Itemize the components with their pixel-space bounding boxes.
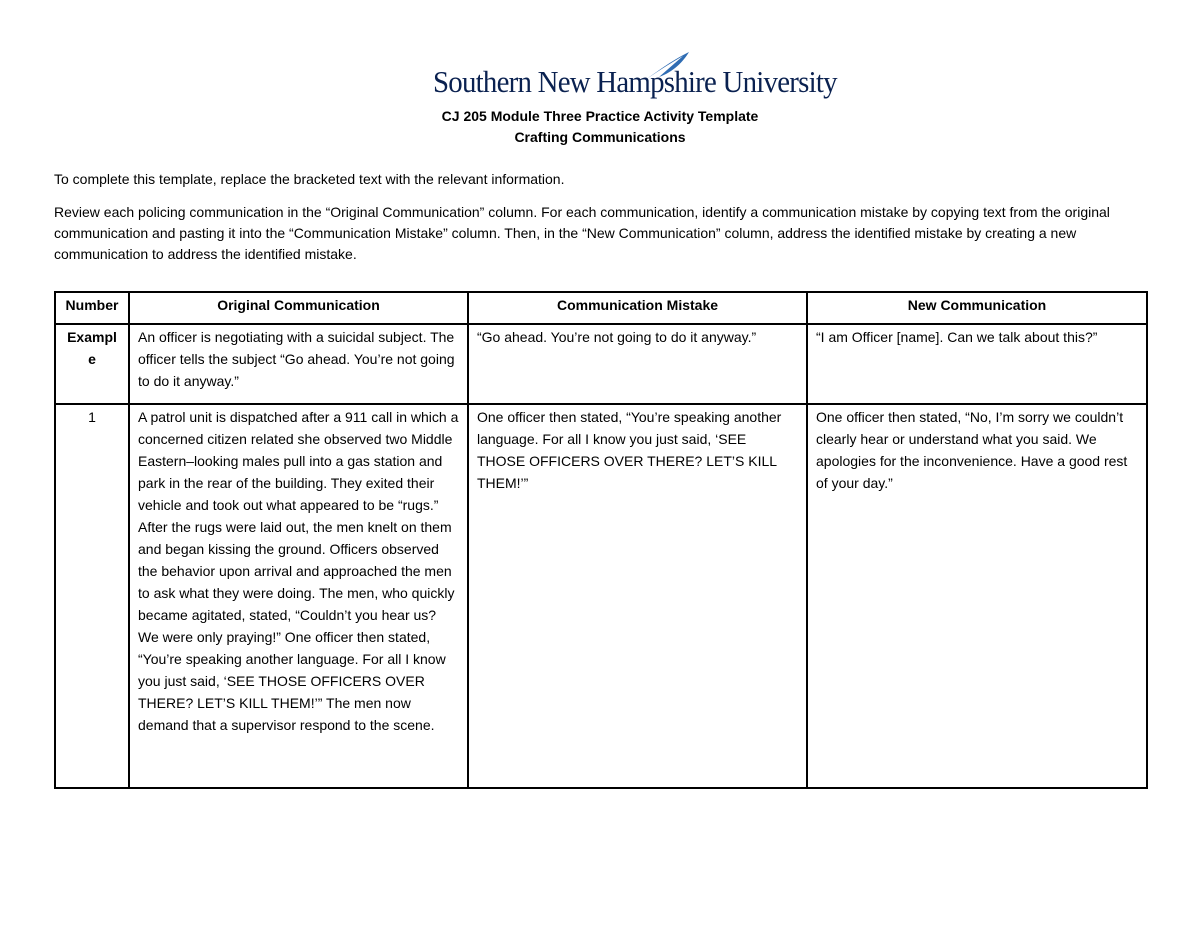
communication-mistake-cell[interactable]: One officer then stated, “You’re speaking another language. For all I know you just said, ‘SEE THOSE OFFICERS OVER THERE? LET’S KILL THEM!’” [468, 404, 807, 788]
document-title-block [0, 106, 1200, 148]
row-number: 1 [55, 404, 129, 788]
instruction-template-note: To complete this template, replace the bracketed text with the relevant information. [54, 171, 565, 187]
document-subtitle: Crafting Communications [514, 129, 686, 145]
header-number: Number [55, 292, 129, 324]
communications-table [54, 291, 1148, 789]
table-row [55, 404, 1147, 788]
university-logo [433, 50, 837, 108]
original-communication-cell[interactable]: A patrol unit is dispatched after a 911 call in which a concerned citizen related she observed two Middle Eastern–looking males pull into a gas station and park in the rear of the building. They exited their vehicle and took out what appeared to be “rugs.” After the rugs were laid out, the men knelt on them and began kissing the ground. Officers observed the behavior upon arrival and approached the men to ask what they were doing. The men, who quickly became agitated, stated, “Couldn’t you hear us? We were only praying!” One officer then stated, “You’re speaking another language. For all I know you just said, ‘SEE THOSE OFFICERS OVER THERE? LET’S KILL THEM!’” The men now demand that a supervisor respond to the scene. [129, 404, 468, 788]
instruction-review-note: Review each policing communication in the “Original Communication” column. For each communication, identify a communication mistake by copying text from the original communication and pasting it into the “Communication Mistake” column. Then, in the “New Communication” column, address the identified mistake by creating a new communication to address the identified mistake. [54, 204, 1110, 262]
original-communication-cell[interactable]: An officer is negotiating with a suicidal subject. The officer tells the subject “Go ahead. You’re not going to do it anyway.” [129, 324, 468, 404]
new-communication-cell[interactable]: “I am Officer [name]. Can we talk about this?” [807, 324, 1147, 404]
table-header-row [55, 292, 1147, 324]
logo-wordmark: Southern New Hampshire University [433, 64, 837, 99]
communication-mistake-cell[interactable]: “Go ahead. You’re not going to do it anyway.” [468, 324, 807, 404]
header-communication-mistake: Communication Mistake [468, 292, 807, 324]
table-row [55, 324, 1147, 404]
row-number: Example [55, 324, 129, 404]
instructions [54, 169, 1149, 277]
document-title: CJ 205 Module Three Practice Activity Template [441, 108, 759, 124]
header-new-communication: New Communication [807, 292, 1147, 324]
header-original-communication: Original Communication [129, 292, 468, 324]
new-communication-cell[interactable]: One officer then stated, “No, I’m sorry we couldn’t clearly hear or understand what you said. We apologies for the inconvenience. Have a good rest of your day.” [807, 404, 1147, 788]
